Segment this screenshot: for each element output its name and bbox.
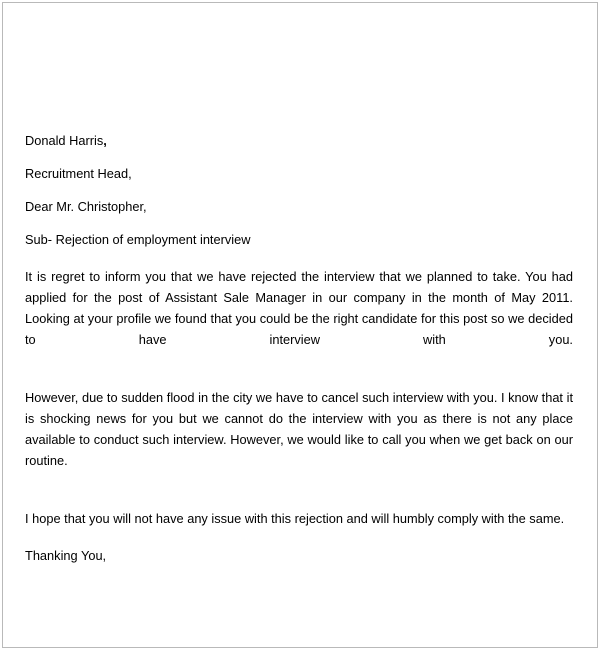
paragraph-1: It is regret to inform you that we have rejected the interview that we planned to take. You had applied for the post of Assistant Sale Manager in our company in the month of May 2011. Looking at your profile we found that you could be the right candidate for this post so we decided to have interview with you. <box>25 269 573 347</box>
paragraph-3: I hope that you will not have any issue with this rejection and will humbly comply with the same. <box>25 511 565 526</box>
sender-name-comma: , <box>103 133 107 148</box>
sender-name-line <box>25 130 573 151</box>
sender-name: Donald Harris <box>25 133 104 148</box>
paragraph-2: However, due to sudden flood in the city we have to cancel such interview with you. I know that it is shocking news for you but we cannot do the interview with you as there is not any place available to conduct such interview. However, we would like to call you when we get back on our routine. <box>25 390 573 468</box>
closing-line: Thanking You, <box>25 548 107 563</box>
subject-line: Sub- Rejection of employment interview <box>25 232 251 247</box>
sender-title: Recruitment Head, <box>25 166 132 181</box>
letter-body <box>25 130 573 566</box>
salutation: Dear Mr. Christopher, <box>25 199 147 214</box>
